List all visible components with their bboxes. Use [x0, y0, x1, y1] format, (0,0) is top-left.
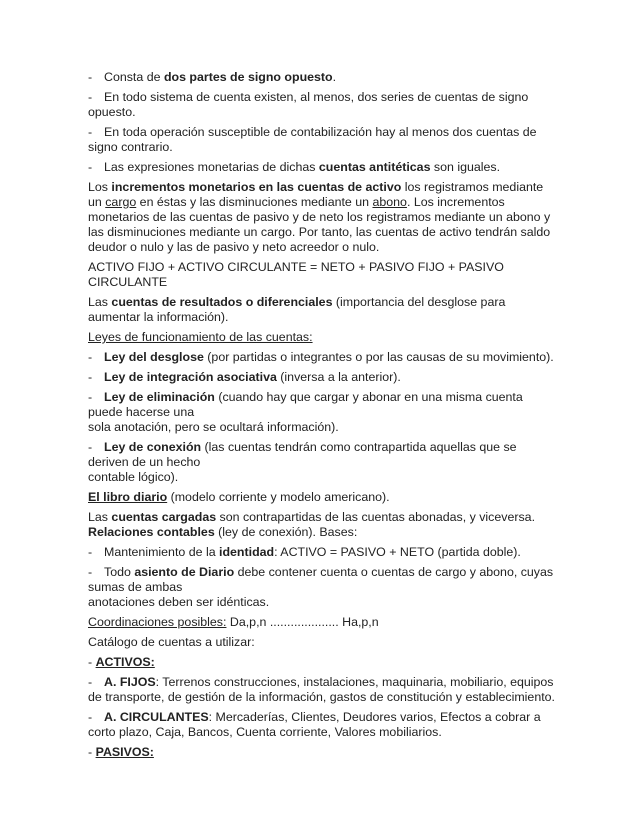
text: Las expresiones monetarias de dichas	[104, 160, 319, 174]
text: (inversa a la anterior).	[276, 370, 401, 384]
paragraph-4	[88, 160, 558, 175]
underlined-text: Coordinaciones posibles:	[88, 615, 227, 629]
bullet-dash: -	[88, 160, 93, 174]
text: : Mercaderías, Clientes, Deudores varios, Efectos a cobrar a corto plazo, Caja, Bancos, Cuenta corriente, Valores mobiliarios.	[88, 710, 541, 739]
text: Las	[88, 295, 112, 309]
bold-text: incrementos monetarios en las cuentas de activo	[111, 180, 402, 194]
bold-text: Relaciones contables	[88, 525, 215, 539]
text: contable lógico).	[88, 470, 179, 484]
paragraph-10	[88, 370, 558, 385]
bullet-dash: -	[88, 655, 93, 669]
paragraph-5	[88, 180, 558, 255]
text: Las	[88, 510, 112, 524]
bullet-dash: -	[88, 745, 93, 759]
bold-text: asiento de Diario	[134, 565, 235, 579]
bold-text: Ley de integración asociativa	[104, 370, 277, 384]
paragraph-19	[88, 635, 558, 650]
bold-text: identidad	[219, 545, 275, 559]
paragraph-15	[88, 525, 558, 540]
text: son iguales.	[430, 160, 501, 174]
text: anotaciones deben ser idénticas.	[88, 595, 270, 609]
text: : ACTIVO = PASIVO + NETO (partida doble).	[274, 545, 521, 559]
bold-underlined-text: El libro diario	[88, 490, 168, 504]
bullet-dash: -	[88, 390, 93, 404]
bullet-dash: -	[88, 710, 93, 724]
bold-text: cuentas cargadas	[111, 510, 217, 524]
section-heading: Leyes de funcionamiento de las cuentas:	[88, 330, 313, 344]
bold-text: dos partes de signo opuesto	[163, 70, 333, 84]
text: (cuando hay que cargar y abonar en una misma cuenta puede hacerse una	[88, 390, 523, 419]
paragraph-2	[88, 90, 558, 120]
text: (las cuentas tendrán como contrapartida aquellas que se deriven de un hecho	[88, 440, 517, 469]
bold-text: cuentas antitéticas	[318, 160, 431, 174]
paragraph-7	[88, 295, 558, 325]
text: Catálogo de cuentas a utilizar:	[88, 635, 255, 649]
text: los registramos mediante un	[88, 180, 544, 209]
bold-text: Ley de eliminación	[104, 390, 215, 404]
text: (ley de conexión). Bases:	[214, 525, 358, 539]
text: sola anotación, pero se ocultará información).	[88, 420, 339, 434]
paragraph-18	[88, 615, 558, 630]
bullet-dash: -	[88, 675, 93, 689]
text: .	[332, 70, 337, 84]
paragraph-23	[88, 745, 558, 760]
underlined-text: cargo	[105, 195, 137, 209]
text: Consta de	[104, 70, 164, 84]
text: debe contener cuenta o cuentas de cargo y abono, cuyas sumas de ambas	[88, 565, 554, 594]
text: Da,p,n .................... Ha,p,n	[226, 615, 379, 629]
bullet-dash: -	[88, 125, 93, 139]
bullet-dash: -	[88, 350, 93, 364]
bold-underlined-text: PASIVOS:	[95, 745, 154, 759]
paragraph-16	[88, 545, 558, 560]
bullet-dash: -	[88, 545, 93, 559]
bold-text: cuentas de resultados o diferenciales	[111, 295, 333, 309]
bold-text: A. CIRCULANTES	[104, 710, 209, 724]
paragraph-14	[88, 510, 558, 525]
bullet-dash: -	[88, 70, 93, 84]
text: Mantenimiento de la	[104, 545, 220, 559]
paragraph-11	[88, 390, 558, 435]
paragraph-17	[88, 565, 558, 610]
paragraph-13	[88, 490, 558, 505]
text: Todo	[104, 565, 135, 579]
equation-text: ACTIVO FIJO + ACTIVO CIRCULANTE = NETO + PASIVO FIJO + PASIVO CIRCULANTE	[88, 260, 504, 289]
paragraph-20	[88, 655, 558, 670]
paragraph-3	[88, 125, 558, 155]
text: En todo sistema de cuenta existen, al menos, dos series de cuentas de signo opuesto.	[88, 90, 529, 119]
text: En toda operación susceptible de contabilización hay al menos dos cuentas de signo contrario.	[88, 125, 537, 154]
bold-text: Ley del desglose	[104, 350, 204, 364]
paragraph-12	[88, 440, 558, 485]
bullet-dash: -	[88, 440, 93, 454]
paragraph-21	[88, 675, 558, 705]
text: : Terrenos construcciones, instalaciones, maquinaria, mobiliario, equipos de transporte, de gestión de la información, gastos de constitución y establecimiento.	[88, 675, 555, 704]
bullet-dash: -	[88, 565, 93, 579]
text: (importancia del desglose para aumentar la información).	[88, 295, 506, 324]
document-page	[88, 70, 558, 765]
text: en éstas y las disminuciones mediante un	[136, 195, 373, 209]
paragraph-22	[88, 710, 558, 740]
text: (modelo corriente y modelo americano).	[167, 490, 390, 504]
text: son contrapartidas de las cuentas abonadas, y viceversa.	[216, 510, 536, 524]
paragraph-9	[88, 350, 558, 365]
text: (por partidas o integrantes o por las causas de su movimiento).	[203, 350, 554, 364]
bullet-dash: -	[88, 90, 93, 104]
paragraph-1	[88, 70, 558, 85]
text: Los	[88, 180, 112, 194]
bullet-dash: -	[88, 370, 93, 384]
text: . Los incrementos monetarios de las cuentas de pasivo y de neto los registramos mediante un abono y las disminuciones mediante un cargo. Por tanto, las cuentas de activo tendrán saldo deudor o nulo y las de pasivo y neto acreedor o nulo.	[88, 195, 551, 254]
bold-text: A. FIJOS	[104, 675, 156, 689]
paragraph-8	[88, 330, 558, 345]
underlined-text: abono	[372, 195, 407, 209]
bold-underlined-text: ACTIVOS:	[95, 655, 155, 669]
paragraph-6	[88, 260, 558, 290]
bold-text: Ley de conexión	[104, 440, 202, 454]
